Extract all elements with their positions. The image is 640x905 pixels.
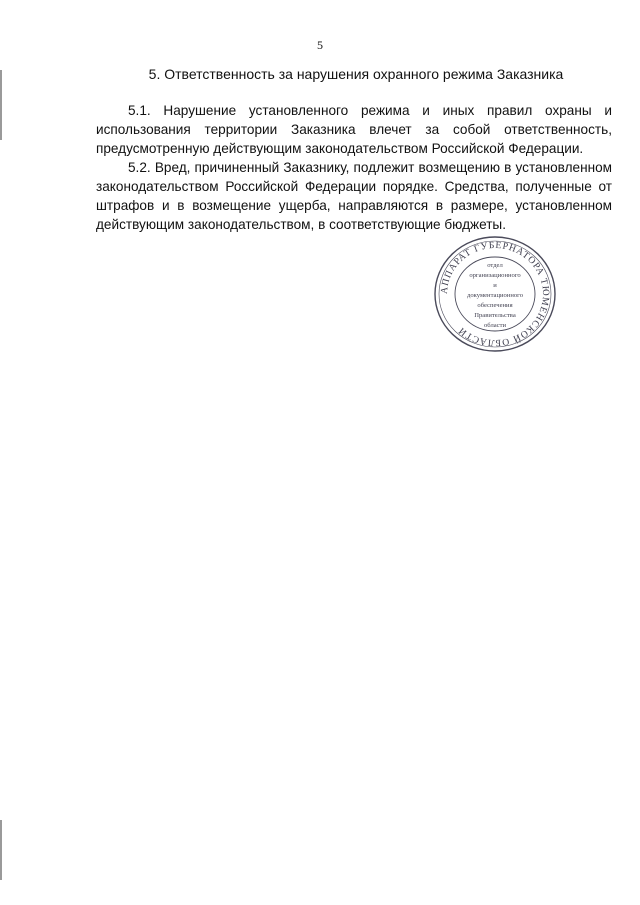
stamp-ring-text: АППАРАТ ГУБЕРНАТОРА ТЮМЕНСКОЙ ОБЛАСТИ: [438, 239, 552, 349]
stamp-center-line: и: [493, 282, 497, 289]
stamp-center-line: обеспечения: [477, 302, 513, 309]
paragraph-5-2: 5.2. Вред, причиненный Заказнику, подлежит возмещению в установленном законодательством Российской Федерации порядке. Средства, полученные от штрафов и в возмещение ущерба, направляются в размере, установленном действующим законодательством, в соответствующие бюджеты.: [96, 160, 612, 232]
stamp-center-line: Правительства: [474, 312, 516, 319]
stamp-center-line: организационного: [469, 272, 521, 279]
scan-edge-mark: [0, 820, 2, 880]
section-title: 5. Ответственность за нарушения охранного режима Заказника: [148, 66, 564, 82]
page-number: 5: [317, 38, 323, 52]
stamp-center-line: области: [483, 322, 507, 329]
stamp-center-line: отдел: [487, 262, 503, 269]
stamp-center-line: документационного: [466, 292, 524, 299]
scan-edge-mark: [0, 70, 2, 140]
official-seal-stamp: [432, 235, 558, 353]
paragraph-5-1: 5.1. Нарушение установленного режима и иных правил охраны и использования территории Заказника влечет за собой ответственность, предусмотренную действующим законодательством Российской Федерации.: [96, 103, 612, 156]
